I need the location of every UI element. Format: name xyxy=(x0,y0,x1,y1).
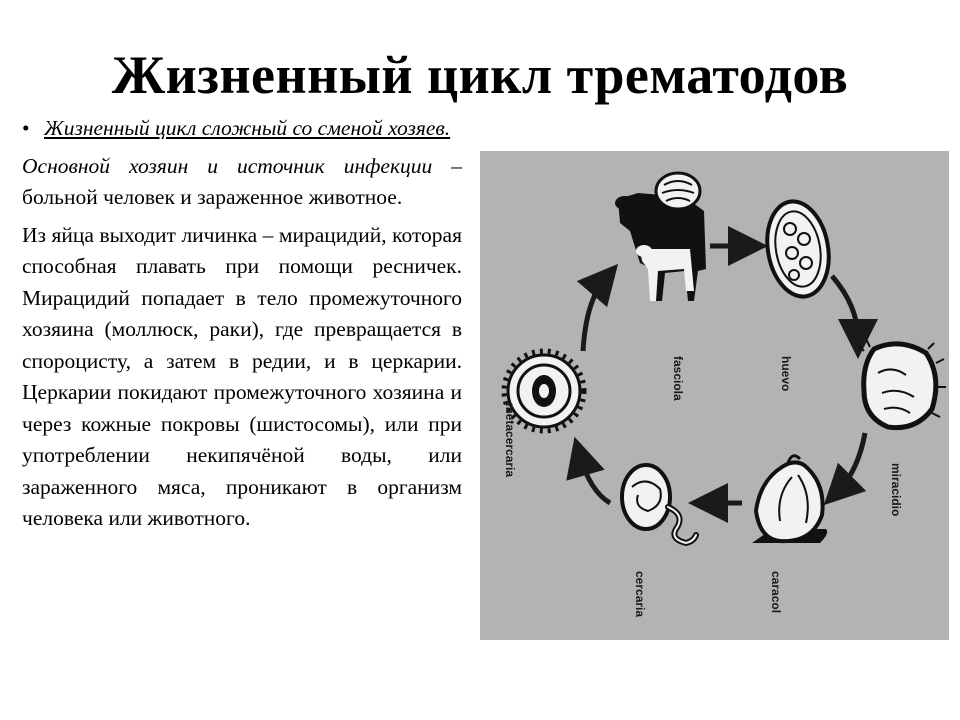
bullet-item xyxy=(22,113,462,145)
label-huevo: huevo xyxy=(779,356,793,392)
bullet-marker: • xyxy=(22,116,30,140)
label-miracidio: miracidio xyxy=(889,463,903,517)
text-column xyxy=(22,113,462,535)
lifecycle-paragraph: Из яйца выходит личинка – мирацидий, которая способная плавать при помощи ресничек. Мирацидий попадает в тело промежуточного хозяина (моллюск, раки), где превращается в спороцисту, а затем в редии, и в церкарии. Церкарии покидают промежуточного хозяина и через кожные покровы (шистосомы), или при употреблении некипячёной воды, или зараженного мяса, проникают в организм человека или животного. xyxy=(22,222,462,530)
bullet-text: Жизненный цикл сложный со сменой хозяев. xyxy=(44,116,451,140)
label-caracol: caracol xyxy=(769,571,783,614)
host-paragraph xyxy=(22,151,462,214)
label-metacercaria: metacercaria xyxy=(503,403,517,478)
label-fasciola: fasciola xyxy=(671,356,685,401)
host-paragraph-italic: Основной хозяин и источник инфекции xyxy=(22,153,433,178)
label-cercaria: cercaria xyxy=(633,571,647,618)
lifecycle-diagram xyxy=(480,151,949,640)
host-paragraph-rest: – больной человек и зараженное животное. xyxy=(22,153,463,209)
page-title: Жизненный цикл трематодов xyxy=(111,45,849,105)
lifecycle-diagram-svg xyxy=(480,151,949,640)
